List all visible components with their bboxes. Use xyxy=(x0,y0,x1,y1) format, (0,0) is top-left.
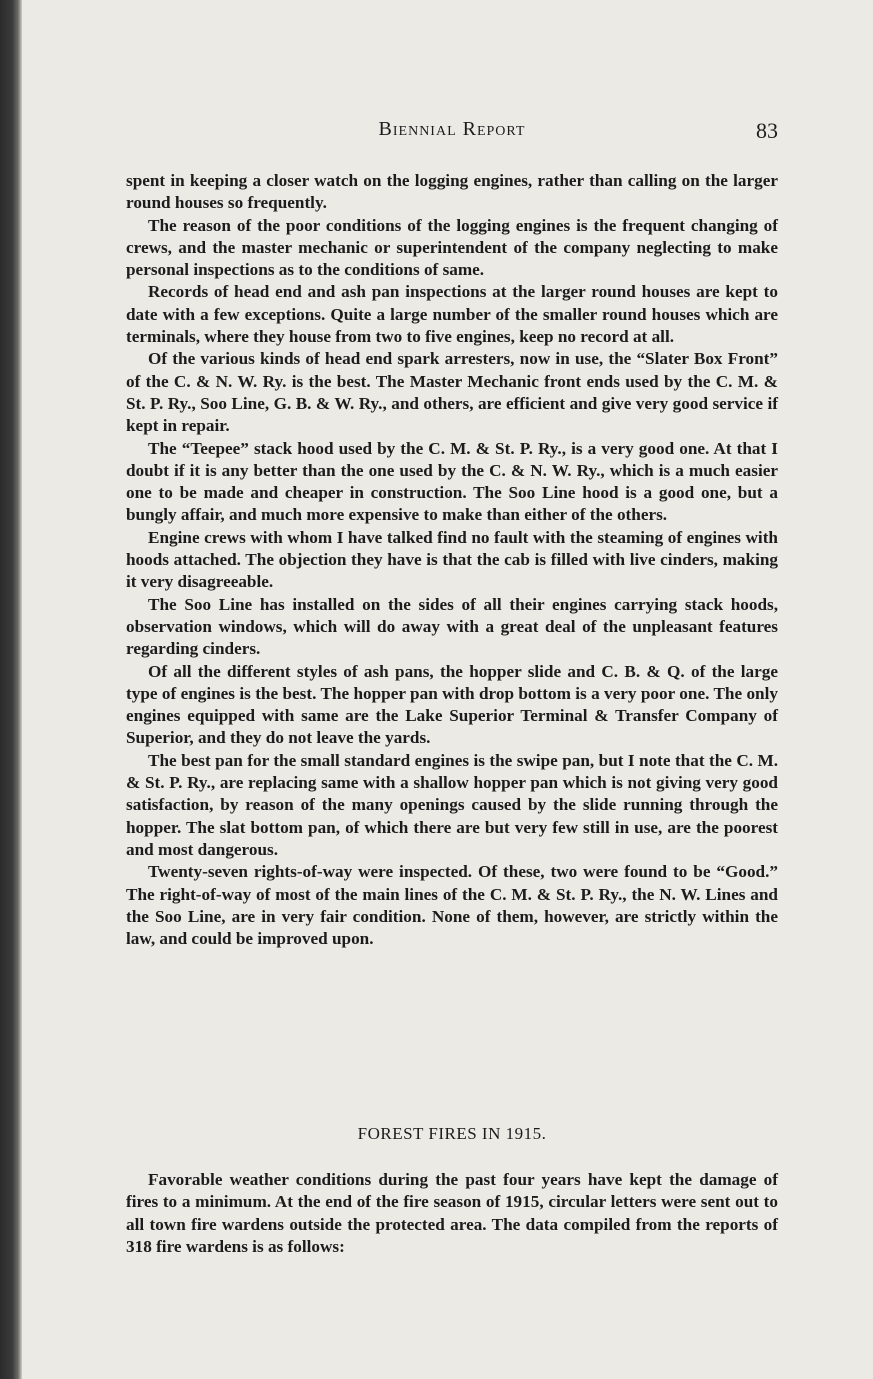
paragraph: Of all the different styles of ash pans, the hopper slide and C. B. & Q. of the large type of engines is the best. The hopper pan with drop bottom is a very poor one. The only engines equipped with same are the Lake Superior Terminal & Transfer Company of Superior, and they do not leave the yards. xyxy=(126,661,778,748)
paragraph: Favorable weather conditions during the past four years have kept the damage of fires to a minimum. At the end of the fire season of 1915, circular letters were sent out to all town fire wardens outside the protected area. The data compiled from the reports of 318 fire wardens is as follows: xyxy=(126,1170,778,1256)
running-title: Biennial Report xyxy=(378,118,526,140)
page-number: 83 xyxy=(756,118,778,143)
paragraph: The Soo Line has installed on the sides of all their engines carrying stack hoods, observation windows, which will do away with a great deal of the unpleasant features regarding cinders. xyxy=(126,594,778,659)
book-binding-edge xyxy=(0,0,22,1379)
body-text xyxy=(126,170,778,950)
paragraph: Records of head end and ash pan inspections at the larger round houses are kept to date with a few exceptions. Quite a large number of the smaller round houses which are terminals, where they house from two to five engines, keep no record at all. xyxy=(126,282,778,347)
paragraph: Of the various kinds of head end spark arresters, now in use, the “Slater Box Front” of the C. & N. W. Ry. is the best. The Master Mechanic front ends used by the C. M. & St. P. Ry., Soo Line, G. B. & W. Ry., and others, are efficient and give very good service if kept in repair. xyxy=(126,349,778,436)
page-header xyxy=(126,118,778,148)
paragraph: The reason of the poor conditions of the logging engines is the frequent changing of crews, and the master mechanic or superintendent of the company neglecting to make personal inspections as to the conditions of same. xyxy=(126,215,778,280)
section-body xyxy=(126,1169,778,1258)
paragraph: The “Teepee” stack hood used by the C. M. & St. P. Ry., is a very good one. At that I doubt if it is any better than the one used by the C. & N. W. Ry., which is a much easier one to be made and cheaper in construction. The Soo Line hood is a good one, but a bungly affair, and much more expensive to make than either of the others. xyxy=(126,438,778,525)
paragraph: spent in keeping a closer watch on the logging engines, rather than calling on the larger round houses so frequently. xyxy=(126,171,778,213)
paragraph: Engine crews with whom I have talked find no fault with the steaming of engines with hoods attached. The objection they have is that the cab is filled with live cinders, making it very disagreeable. xyxy=(126,527,778,592)
section-heading: FOREST FIRES IN 1915. xyxy=(357,1124,547,1143)
paragraph: The best pan for the small standard engines is the swipe pan, but I note that the C. M. & St. P. Ry., are replacing same with a shallow hopper pan which is not giving very good satisfaction, by reason of the many openings caused by the slide running through the hopper. The slat bottom pan, of which there are but very few still in use, are the poorest and most dangerous. xyxy=(126,750,778,859)
paragraph: Twenty-seven rights-of-way were inspected. Of these, two were found to be “Good.” The right-of-way of most of the main lines of the C. M. & St. P. Ry., the N. W. Lines and the Soo Line, are in very fair condition. None of them, however, are strictly within the law, and could be improved upon. xyxy=(126,862,778,949)
